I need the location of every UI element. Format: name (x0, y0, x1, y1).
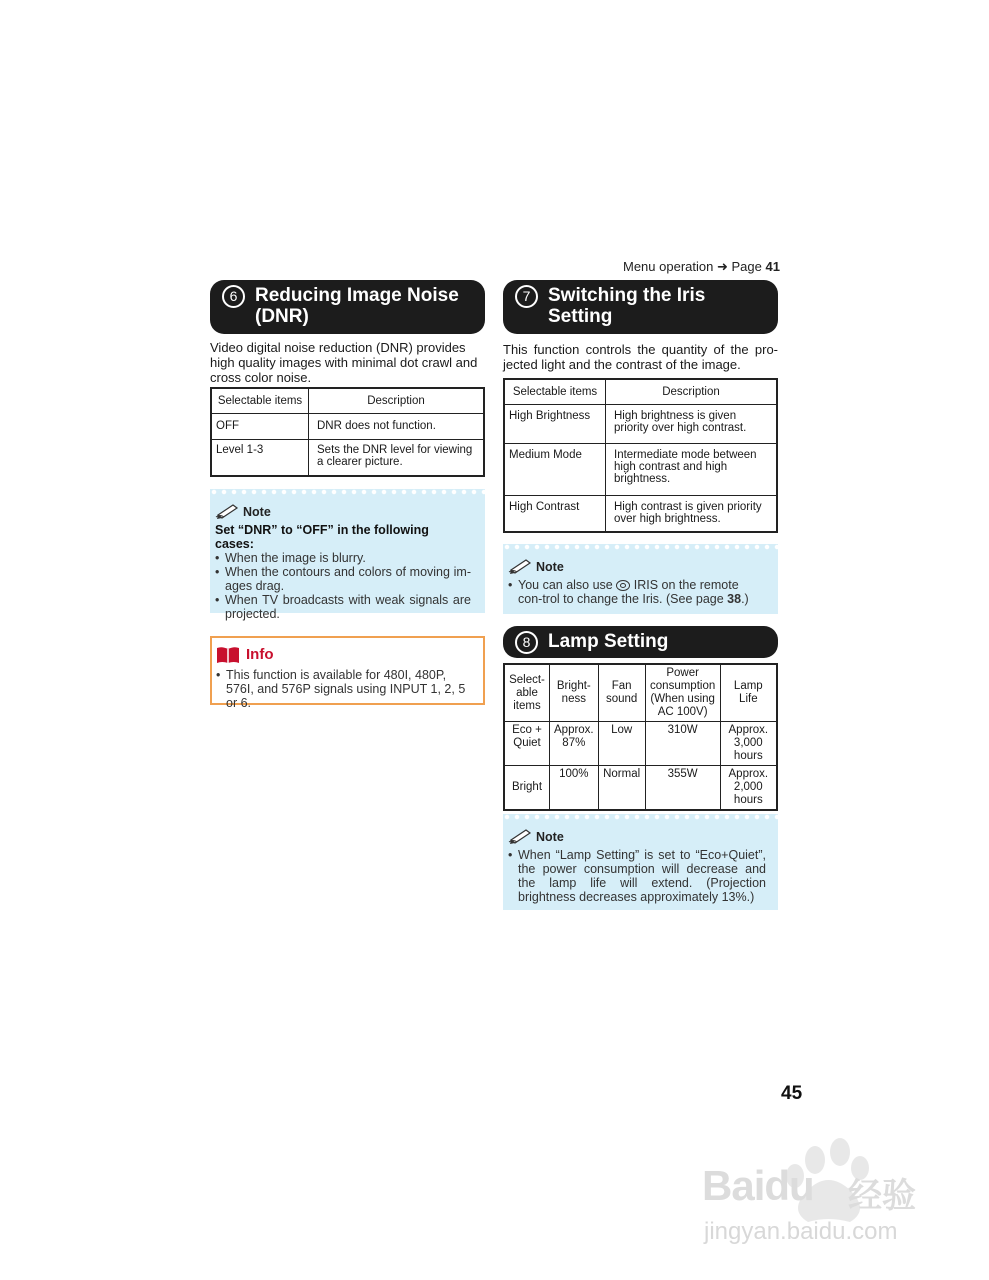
watermark-brand: Baidu (702, 1162, 814, 1209)
note-list (215, 551, 471, 621)
note-title (215, 503, 471, 519)
section-number-circle: 8 (515, 631, 538, 654)
note-text-pre: You can also use (518, 578, 613, 592)
table-row (211, 439, 484, 476)
watermark-cn: 经验 (848, 1177, 916, 1215)
iris-section-header (503, 280, 778, 334)
table-cell: Approx. 87% (550, 722, 599, 766)
note-title (508, 828, 766, 844)
page-number: 45 (781, 1083, 803, 1104)
table-cell: High Brightness (504, 404, 606, 443)
table-cell: Sets the DNR level for viewing a clearer picture. (309, 439, 485, 476)
iris-button-icon (616, 580, 630, 591)
info-title-text: Info (246, 646, 274, 663)
menu-ref-page-number: 41 (765, 259, 780, 274)
table-cell: 100% (550, 766, 599, 811)
table-cell: High brightness is given priority over high contrast. (606, 404, 778, 443)
section-number-circle: 7 (515, 285, 538, 308)
table-cell: Bright (504, 766, 550, 811)
section-number-circle: 6 (222, 285, 245, 308)
iris-title-line2: Setting (548, 306, 613, 327)
table-cell: Approx. 2,000 hours (720, 766, 777, 811)
table-header: Fan sound (598, 664, 645, 722)
menu-operation-reference (623, 259, 780, 275)
table-cell: Normal (598, 766, 645, 811)
lamp-section-header (503, 626, 778, 658)
dnr-title-line1: Reducing Image Noise (255, 285, 459, 306)
table-cell: Approx. 3,000 hours (720, 722, 777, 766)
note-text-post: IRIS on the remote con-trol to change the Iris. (See page (518, 578, 739, 606)
iris-table (503, 378, 778, 533)
lamp-title: Lamp Setting (548, 631, 669, 652)
table-row (504, 443, 777, 495)
table-header: Power consumption (When using AC 100V) (645, 664, 720, 722)
book-icon (216, 646, 240, 664)
dnr-note-box (210, 489, 485, 621)
note-list (508, 848, 766, 904)
note-text-end: .) (741, 592, 749, 606)
iris-intro: This function controls the quantity of the pro-jected light and the contrast of the image. (503, 342, 778, 372)
table-row (211, 413, 484, 439)
note-heading: Set “DNR” to “OFF” in the following cases: (215, 523, 429, 551)
arrow-icon: ➜ (716, 259, 728, 274)
table-cell: High contrast is given priority over high brightness. (606, 495, 778, 532)
table-cell: High Contrast (504, 495, 606, 532)
table-row (504, 495, 777, 532)
menu-ref-text: Menu operation (623, 259, 714, 274)
lamp-table (503, 663, 778, 811)
dnr-intro: Video digital noise reduction (DNR) provides high quality images with minimal dot crawl and cross color noise. (210, 340, 478, 385)
table-cell: OFF (211, 413, 309, 439)
note-title-text: Note (243, 505, 271, 519)
table-cell: 310W (645, 722, 720, 766)
note-title-text: Note (536, 830, 564, 844)
watermark-url: jingyan.baidu.com (704, 1218, 898, 1245)
dnr-section-header (210, 280, 485, 334)
iris-note-box (503, 544, 778, 614)
table-cell: Level 1-3 (211, 439, 309, 476)
pencil-icon (508, 558, 534, 574)
list-item (508, 578, 766, 606)
table-cell: Intermediate mode between high contrast and high brightness. (606, 443, 778, 495)
table-row (504, 766, 777, 811)
note-list (508, 578, 766, 606)
dotted-border (503, 544, 778, 550)
table-row (504, 722, 777, 766)
dotted-border (210, 489, 485, 495)
table-cell: Eco + Quiet (504, 722, 550, 766)
list-item: • When the image is blurry. (215, 551, 471, 565)
lamp-note-box (503, 814, 778, 910)
list-item: • This function is available for 480I, 480P, 576I, and 576P signals using INPUT 1, 2, 5 or 6. (216, 668, 471, 710)
note-page-ref: 38 (727, 592, 742, 606)
table-header: Description (309, 388, 485, 413)
note-title-text: Note (536, 560, 564, 574)
table-header: Bright-ness (550, 664, 599, 722)
table-cell: DNR does not function. (309, 413, 485, 439)
list-item: • When TV broadcasts with weak signals are projected. (215, 593, 471, 621)
dotted-border (503, 814, 778, 820)
info-box (210, 636, 485, 710)
menu-ref-page-label: Page (731, 259, 762, 274)
table-cell: 355W (645, 766, 720, 811)
note-title (508, 558, 766, 574)
dnr-table (210, 387, 485, 477)
table-header: Selectable items (504, 379, 606, 404)
info-list (216, 668, 471, 710)
info-title (216, 646, 471, 664)
table-header: Description (606, 379, 778, 404)
list-item: • When “Lamp Setting” is set to “Eco+Quiet”, the power consumption will decrease and the lamp life will extend. (Projection brightness decreases approximately 13%.) (508, 848, 766, 904)
dnr-title-line2: (DNR) (255, 306, 309, 327)
baidu-watermark-logo (700, 1130, 940, 1250)
iris-title-line1: Switching the Iris (548, 285, 706, 306)
pencil-icon (508, 828, 534, 844)
table-cell: Low (598, 722, 645, 766)
table-header: Lamp Life (720, 664, 777, 722)
list-item: • When the contours and colors of moving im-ages drag. (215, 565, 471, 593)
table-row (504, 404, 777, 443)
table-header: Select-able items (504, 664, 550, 722)
pencil-icon (215, 503, 241, 519)
table-cell: Medium Mode (504, 443, 606, 495)
table-header: Selectable items (211, 388, 309, 413)
